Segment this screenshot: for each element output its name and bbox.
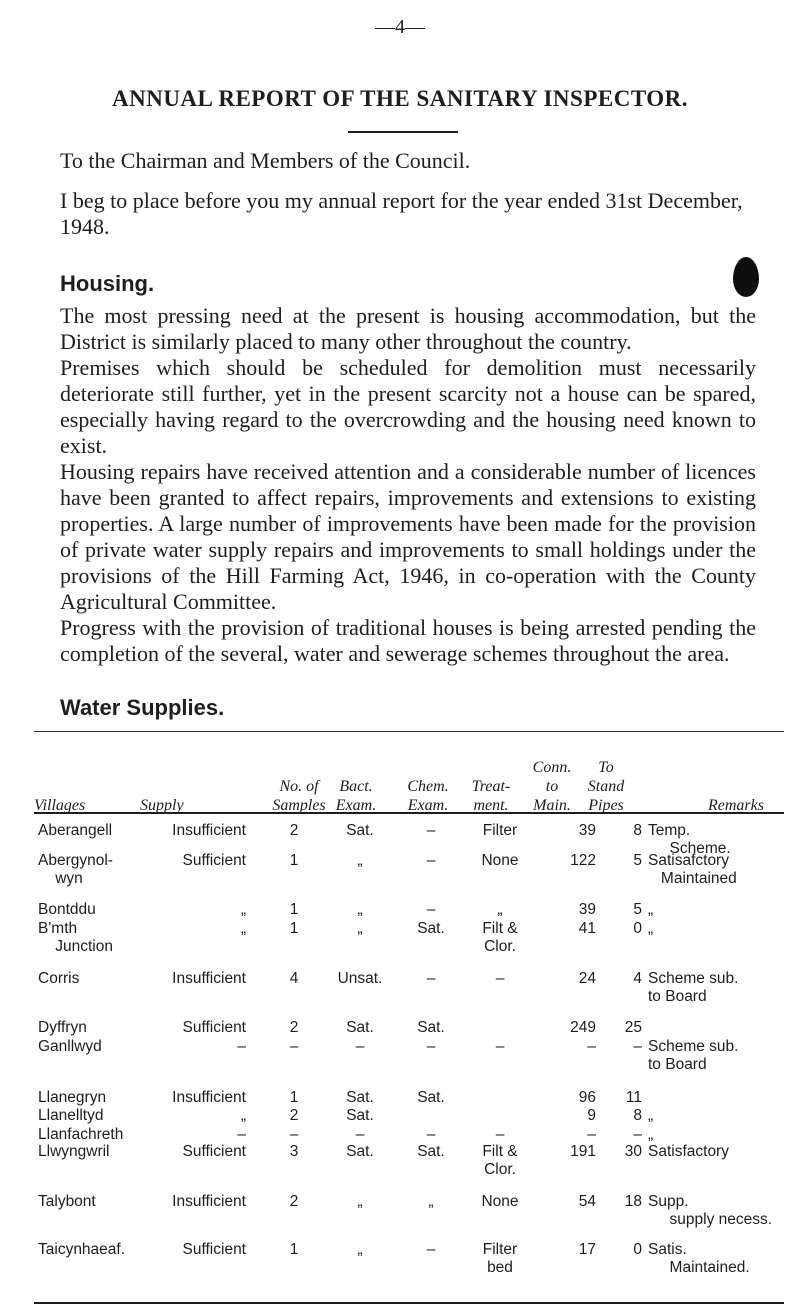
table-cell-supply: Sufficient: [182, 1143, 246, 1160]
table-cell-bact: Unsat.: [337, 970, 383, 987]
table-cell-chem: Sat.: [417, 1019, 445, 1036]
table-cell-supply: Insufficient: [172, 822, 246, 839]
table-cell-chem: –: [426, 970, 436, 987]
table-cell-remarks: „: [648, 901, 654, 918]
housing-paragraph: The most pressing need at the present is housing accommodation, but the District is similarly placed to many other throughout the country.: [60, 303, 756, 354]
table-cell-bact: „: [357, 920, 363, 937]
table-cell-conn: 24: [578, 970, 596, 987]
table-cell-bact: Sat.: [346, 1143, 374, 1160]
table-cell-villages: Llwyngwril: [38, 1143, 110, 1160]
table-cell-samples: –: [289, 1038, 299, 1055]
table-cell-supply: Insufficient: [172, 1193, 246, 1210]
table-cell-treatment: –: [495, 1126, 505, 1143]
table-cell-villages: Aberangell: [38, 822, 113, 839]
column-header-villages: Villages: [34, 797, 86, 814]
table-cell-stand: 25: [624, 1019, 642, 1036]
table-cell-remarks: Supp. supply necess.: [648, 1193, 773, 1228]
table-cell-bact: –: [355, 1038, 365, 1055]
table-cell-treatment: None: [481, 852, 519, 869]
table-cell-treatment: Filt & Clor.: [482, 920, 518, 955]
table-cell-stand: 5: [633, 901, 642, 918]
table-cell-treatment: –: [495, 970, 505, 987]
table-cell-samples: 1: [289, 901, 299, 918]
column-header-treatment: Treat- ment.: [471, 778, 511, 814]
table-cell-supply: Insufficient: [172, 970, 246, 987]
table-cell-villages: Bontddu: [38, 901, 96, 918]
table-cell-conn: 39: [578, 901, 596, 918]
table-cell-villages: Taicynhaeaf.: [38, 1241, 126, 1258]
table-cell-villages: Llanegryn: [38, 1089, 107, 1106]
column-header-stand: To Stand Pipes: [587, 759, 625, 814]
table-cell-bact: Sat.: [346, 1019, 374, 1036]
table-cell-bact: „: [357, 1241, 363, 1258]
table-cell-samples: 1: [289, 1241, 299, 1258]
column-header-samples: No. of Samples: [272, 778, 326, 814]
table-cell-stand: 4: [633, 970, 642, 987]
table-cell-remarks: Scheme sub. to Board: [648, 1038, 739, 1073]
table-cell-stand: 30: [624, 1143, 642, 1160]
table-top-rule: [34, 731, 784, 732]
table-cell-supply: „: [240, 1107, 246, 1124]
column-header-chem: Chem. Exam.: [407, 778, 449, 814]
table-cell-samples: 4: [289, 970, 299, 987]
table-cell-treatment: „: [497, 901, 503, 918]
table-cell-treatment: Filter: [482, 822, 518, 839]
table-cell-conn: 96: [578, 1089, 596, 1106]
table-cell-conn: 9: [587, 1107, 596, 1124]
table-cell-stand: 8: [633, 822, 642, 839]
table-cell-samples: 2: [289, 1107, 299, 1124]
table-cell-villages: Llanelltyd: [38, 1107, 104, 1124]
table-cell-stand: 8: [633, 1107, 642, 1124]
column-header-bact: Bact. Exam.: [335, 778, 377, 814]
table-cell-chem: Sat.: [417, 1089, 445, 1106]
ink-blot: [733, 257, 759, 297]
table-cell-villages: Llanfachreth: [38, 1126, 124, 1143]
table-cell-remarks: Satisfactory: [648, 1143, 729, 1160]
table-cell-remarks: Satis. Maintained.: [648, 1241, 750, 1276]
table-cell-supply: „: [240, 920, 246, 937]
table-cell-bact: Sat.: [346, 1089, 374, 1106]
column-header-remarks: Remarks: [708, 797, 764, 814]
table-cell-conn: 122: [570, 852, 596, 869]
table-cell-supply: Sufficient: [182, 1019, 246, 1036]
table-cell-samples: 1: [289, 920, 299, 937]
table-cell-samples: 3: [289, 1143, 299, 1160]
table-cell-chem: –: [426, 822, 436, 839]
table-cell-chem: „: [428, 1193, 434, 1210]
table-cell-remarks: „: [648, 1126, 654, 1143]
table-cell-bact: „: [357, 901, 363, 918]
table-cell-conn: 39: [578, 822, 596, 839]
table-cell-remarks: Scheme sub. to Board: [648, 970, 739, 1005]
housing-heading: Housing.: [60, 271, 155, 296]
table-cell-stand: 18: [624, 1193, 642, 1210]
table-cell-treatment: Filt & Clor.: [482, 1143, 518, 1178]
table-cell-bact: „: [357, 1193, 363, 1210]
column-header-conn: Conn. to Main.: [532, 759, 572, 814]
table-cell-chem: –: [426, 1038, 436, 1055]
table-cell-villages: Dyffryn: [38, 1019, 87, 1036]
table-cell-chem: –: [426, 1126, 436, 1143]
table-cell-treatment: None: [481, 1193, 519, 1210]
table-cell-remarks: Temp. Scheme.: [648, 822, 731, 857]
table-cell-treatment: –: [495, 1038, 505, 1055]
table-cell-supply: –: [237, 1126, 246, 1143]
intro-paragraph: I beg to place before you my annual report for the year ended 31st December, 1948.: [60, 188, 743, 239]
table-cell-stand: 11: [625, 1089, 642, 1106]
page-number: —4—: [375, 16, 425, 38]
table-cell-supply: Sufficient: [182, 852, 246, 869]
table-cell-bact: Sat.: [346, 822, 374, 839]
table-cell-remarks: „: [648, 920, 654, 937]
table-cell-stand: 0: [633, 920, 642, 937]
column-header-supply: Supply: [140, 797, 184, 814]
report-title: ANNUAL REPORT OF THE SANITARY INSPECTOR.: [111, 86, 689, 111]
table-cell-bact: –: [355, 1126, 365, 1143]
table-cell-chem: Sat.: [417, 920, 445, 937]
housing-section: [60, 303, 756, 667]
table-cell-samples: 2: [289, 1019, 299, 1036]
table-cell-conn: 249: [570, 1019, 596, 1036]
table-cell-villages: Corris: [38, 970, 80, 987]
table-cell-samples: 2: [289, 822, 299, 839]
table-cell-villages: Abergynol- wyn: [38, 852, 113, 887]
table-bottom-rule: [34, 1302, 784, 1304]
table-cell-conn: 41: [578, 920, 596, 937]
table-cell-samples: –: [289, 1126, 299, 1143]
table-cell-samples: 1: [289, 852, 299, 869]
table-cell-supply: Sufficient: [182, 1241, 246, 1258]
table-cell-chem: –: [426, 1241, 436, 1258]
table-cell-samples: 1: [289, 1089, 299, 1106]
table-cell-bact: „: [357, 852, 363, 869]
table-cell-supply: Insufficient: [172, 1089, 246, 1106]
table-cell-conn: 191: [570, 1143, 596, 1160]
housing-paragraph: Progress with the provision of traditional houses is being arrested pending the completion of the several, water and sewerage schemes throughout the area.: [60, 615, 756, 666]
table-cell-chem: –: [426, 901, 436, 918]
table-cell-stand: 5: [633, 852, 642, 869]
salutation: To the Chairman and Members of the Council.: [60, 148, 471, 173]
table-cell-chem: Sat.: [417, 1143, 445, 1160]
table-cell-villages: B'mth Junction: [38, 920, 113, 955]
table-cell-villages: Ganllwyd: [38, 1038, 102, 1055]
table-cell-villages: Talybont: [38, 1193, 96, 1210]
table-cell-bact: Sat.: [346, 1107, 374, 1124]
housing-paragraph: Premises which should be scheduled for demolition must necessarily deteriorate still further, yet in the present scarcity not a house can be spared, especially having regard to the overcrowding and the housing need known to exist.: [60, 355, 756, 458]
water-supplies-heading: Water Supplies.: [60, 695, 225, 720]
housing-paragraph: Housing repairs have received attention and a considerable number of licences have been granted to affect repairs, improvements and extensions to existing properties. A large number of improvements have been made for the provision of private water supply repairs and improvements to small holdings under the provisions of the Hill Farming Act, 1946, in co-operation with the County Agricultural Committee.: [60, 459, 756, 614]
table-cell-samples: 2: [289, 1193, 299, 1210]
table-cell-stand: –: [633, 1038, 642, 1055]
table-cell-treatment: Filter bed: [482, 1241, 518, 1276]
table-cell-supply: –: [237, 1038, 246, 1055]
table-cell-remarks: Satisafctory Maintained: [648, 852, 737, 887]
table-cell-remarks: „: [648, 1107, 654, 1124]
title-divider: [348, 131, 458, 133]
table-cell-conn: 17: [578, 1241, 596, 1258]
table-cell-stand: 0: [633, 1241, 642, 1258]
table-cell-chem: –: [426, 852, 436, 869]
table-cell-stand: –: [633, 1126, 642, 1143]
table-cell-conn: 54: [578, 1193, 596, 1210]
table-cell-conn: –: [587, 1038, 596, 1055]
table-cell-conn: –: [587, 1126, 596, 1143]
table-cell-supply: „: [240, 901, 246, 918]
